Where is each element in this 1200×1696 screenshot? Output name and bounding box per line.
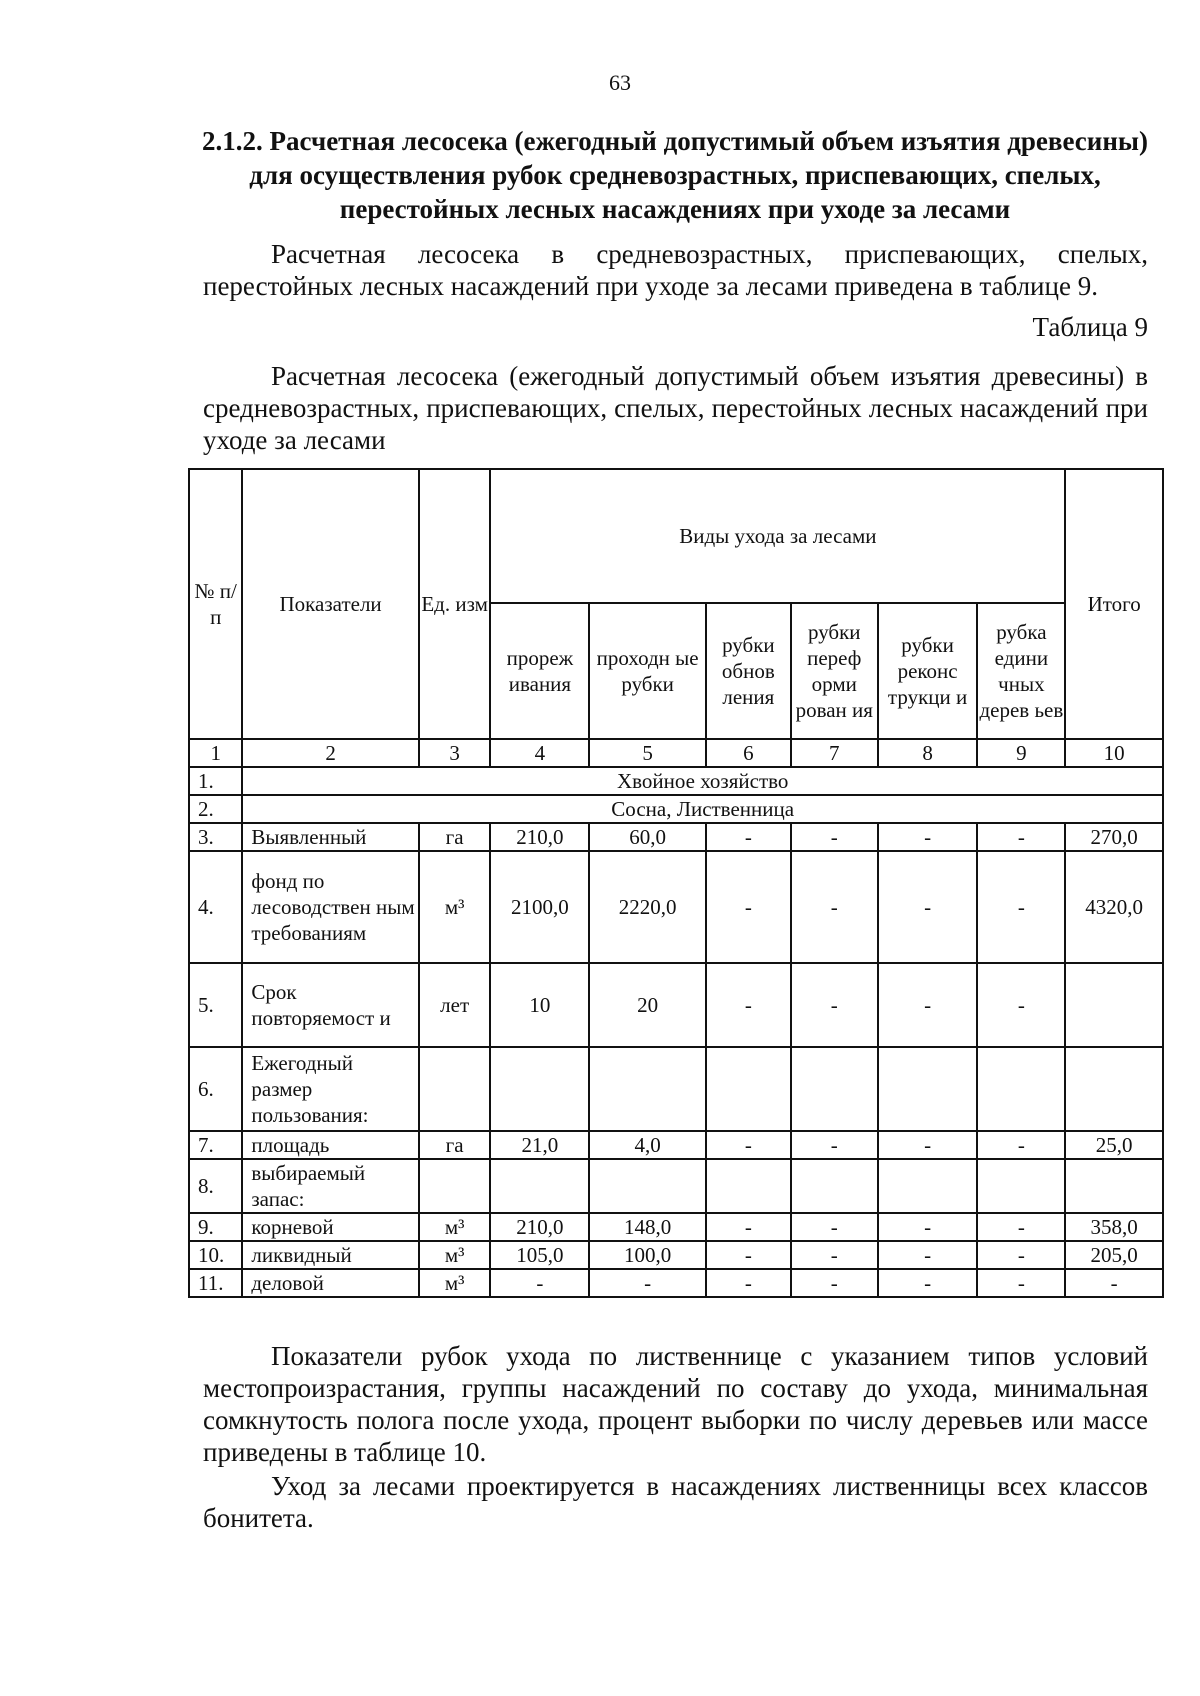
row-num: 7. [189, 1131, 242, 1159]
row-value: - [791, 851, 878, 963]
table-caption: Расчетная лесосека (ежегодный допустимый объем изъятия древесины) в средневозрастных, приспевающих, спелых, перестойных лесных насаждений при уходе за лесами [203, 361, 1148, 455]
row-value: - [977, 823, 1065, 851]
row-value [977, 1047, 1065, 1131]
row-value: - [791, 1213, 878, 1241]
table-row [189, 1131, 1163, 1159]
row-total: 358,0 [1065, 1213, 1163, 1241]
row-value [706, 1047, 791, 1131]
row-num: 6. [189, 1047, 242, 1131]
row-indicator: корневой [242, 1213, 418, 1241]
col-number: 2 [242, 739, 418, 767]
table-row [189, 1269, 1163, 1297]
header-indicators: Показатели [242, 469, 418, 739]
row-indicator: ликвидный [242, 1241, 418, 1269]
row-unit: га [419, 823, 491, 851]
row-value: 10 [490, 963, 589, 1047]
col-number: 3 [419, 739, 491, 767]
col-number: 4 [490, 739, 589, 767]
row-value: - [977, 851, 1065, 963]
row-value: - [706, 963, 791, 1047]
row-indicator: Выявленный [242, 823, 418, 851]
row-value [878, 1047, 978, 1131]
col-number: 7 [791, 739, 878, 767]
section-num: 2. [189, 795, 242, 823]
row-total: 205,0 [1065, 1241, 1163, 1269]
row-unit: га [419, 1131, 491, 1159]
table-row [189, 823, 1163, 851]
row-num: 4. [189, 851, 242, 963]
col-number: 5 [589, 739, 706, 767]
header-col6: рубки обнов ления [706, 603, 791, 739]
row-value: 210,0 [490, 823, 589, 851]
row-unit [419, 1047, 491, 1131]
row-value: - [977, 1241, 1065, 1269]
header-unit: Ед. изм [419, 469, 491, 739]
intro-paragraph: Расчетная лесосека в средневозрастных, приспевающих, спелых, перестойных лесных насаждений при уходе за лесами приведена в таблице 9. [203, 239, 1148, 301]
row-value: - [791, 1241, 878, 1269]
row-value: - [706, 1241, 791, 1269]
row-value [490, 1159, 589, 1213]
paragraph-after-table: Показатели рубок ухода по лиственнице с указанием типов условий местопроизрастания, группы насаждений по составу до ухода, минимальная сомкнутость полога после ухода, процент выборки по числу деревьев или массе приведены в таблице 10. [203, 1341, 1148, 1467]
table-body [189, 823, 1163, 1297]
row-value: 21,0 [490, 1131, 589, 1159]
row-value: - [878, 1241, 978, 1269]
page-number: 63 [609, 70, 631, 95]
row-num: 9. [189, 1213, 242, 1241]
row-value: 210,0 [490, 1213, 589, 1241]
row-num: 3. [189, 823, 242, 851]
row-value: 2100,0 [490, 851, 589, 963]
header-col5: проходн ые рубки [589, 603, 706, 739]
row-unit: м³ [419, 1269, 491, 1297]
row-value: - [977, 1269, 1065, 1297]
row-total [1065, 1159, 1163, 1213]
row-total [1065, 963, 1163, 1047]
header-care-types: Виды ухода за лесами [490, 469, 1065, 603]
section-label: Сосна, Лиственница [242, 795, 1163, 823]
table-row [189, 1241, 1163, 1269]
table-row [189, 1213, 1163, 1241]
section-heading: 2.1.2. Расчетная лесосека (ежегодный допустимый объем изъятия древесины) для осуществления рубок средневозрастных, приспевающих, спелых, перестойных лесных насаждениях при уходе за лесами [202, 126, 1148, 224]
row-value: - [706, 1269, 791, 1297]
row-value: - [706, 1213, 791, 1241]
row-value [791, 1047, 878, 1131]
row-indicator: фонд по лесоводствен ным требованиям [242, 851, 418, 963]
row-value: 105,0 [490, 1241, 589, 1269]
col-number: 8 [878, 739, 978, 767]
row-unit [419, 1159, 491, 1213]
section-num: 1. [189, 767, 242, 795]
row-value: - [791, 1269, 878, 1297]
row-indicator: Ежегодный размер пользования: [242, 1047, 418, 1131]
row-value [589, 1047, 706, 1131]
header-col9: рубка едини чных дерев ьев [977, 603, 1065, 739]
row-total: 4320,0 [1065, 851, 1163, 963]
row-num: 11. [189, 1269, 242, 1297]
row-value: - [878, 1269, 978, 1297]
table-row [189, 963, 1163, 1047]
row-value: 148,0 [589, 1213, 706, 1241]
col-number: 6 [706, 739, 791, 767]
header-col8: рубки реконс трукци и [878, 603, 978, 739]
section-label: Хвойное хозяйство [242, 767, 1163, 795]
row-value: 20 [589, 963, 706, 1047]
row-num: 8. [189, 1159, 242, 1213]
paragraph-last: Уход за лесами проектируется в насаждениях лиственницы всех классов бонитета. [203, 1471, 1148, 1533]
row-value: - [878, 963, 978, 1047]
row-value: - [706, 1131, 791, 1159]
table-row [189, 1159, 1163, 1213]
row-num: 5. [189, 963, 242, 1047]
col-number: 10 [1065, 739, 1163, 767]
row-value: 100,0 [589, 1241, 706, 1269]
row-value: 4,0 [589, 1131, 706, 1159]
table-label: Таблица 9 [1032, 312, 1148, 342]
header-num: № п/п [189, 469, 242, 739]
row-total: 270,0 [1065, 823, 1163, 851]
row-unit: м³ [419, 851, 491, 963]
row-value: - [589, 1269, 706, 1297]
table-row [189, 1047, 1163, 1131]
row-num: 10. [189, 1241, 242, 1269]
header-col7: рубки переф орми рован ия [791, 603, 878, 739]
row-value: - [791, 823, 878, 851]
row-value [878, 1159, 978, 1213]
row-value [791, 1159, 878, 1213]
row-indicator: выбираемый запас: [242, 1159, 418, 1213]
row-value: - [706, 851, 791, 963]
col-number: 1 [189, 739, 242, 767]
row-indicator: площадь [242, 1131, 418, 1159]
row-value: - [490, 1269, 589, 1297]
row-total: - [1065, 1269, 1163, 1297]
table-row [189, 851, 1163, 963]
row-unit: лет [419, 963, 491, 1047]
row-value: - [878, 851, 978, 963]
row-total: 25,0 [1065, 1131, 1163, 1159]
row-value: 60,0 [589, 823, 706, 851]
row-value [706, 1159, 791, 1213]
row-value: - [977, 1131, 1065, 1159]
row-value: - [878, 823, 978, 851]
row-indicator: деловой [242, 1269, 418, 1297]
row-value [490, 1047, 589, 1131]
header-col4: прореж ивания [490, 603, 589, 739]
row-value: - [706, 823, 791, 851]
row-value: - [977, 1213, 1065, 1241]
row-indicator: Срок повторяемост и [242, 963, 418, 1047]
col-number: 9 [977, 739, 1065, 767]
header-total: Итого [1065, 469, 1163, 739]
row-value: 2220,0 [589, 851, 706, 963]
row-unit: м³ [419, 1213, 491, 1241]
row-value: - [878, 1131, 978, 1159]
row-unit: м³ [419, 1241, 491, 1269]
row-value: - [878, 1213, 978, 1241]
row-value: - [791, 1131, 878, 1159]
row-value [977, 1159, 1065, 1213]
row-total [1065, 1047, 1163, 1131]
row-value: - [977, 963, 1065, 1047]
row-value [589, 1159, 706, 1213]
row-value: - [791, 963, 878, 1047]
data-table [188, 468, 1164, 1298]
